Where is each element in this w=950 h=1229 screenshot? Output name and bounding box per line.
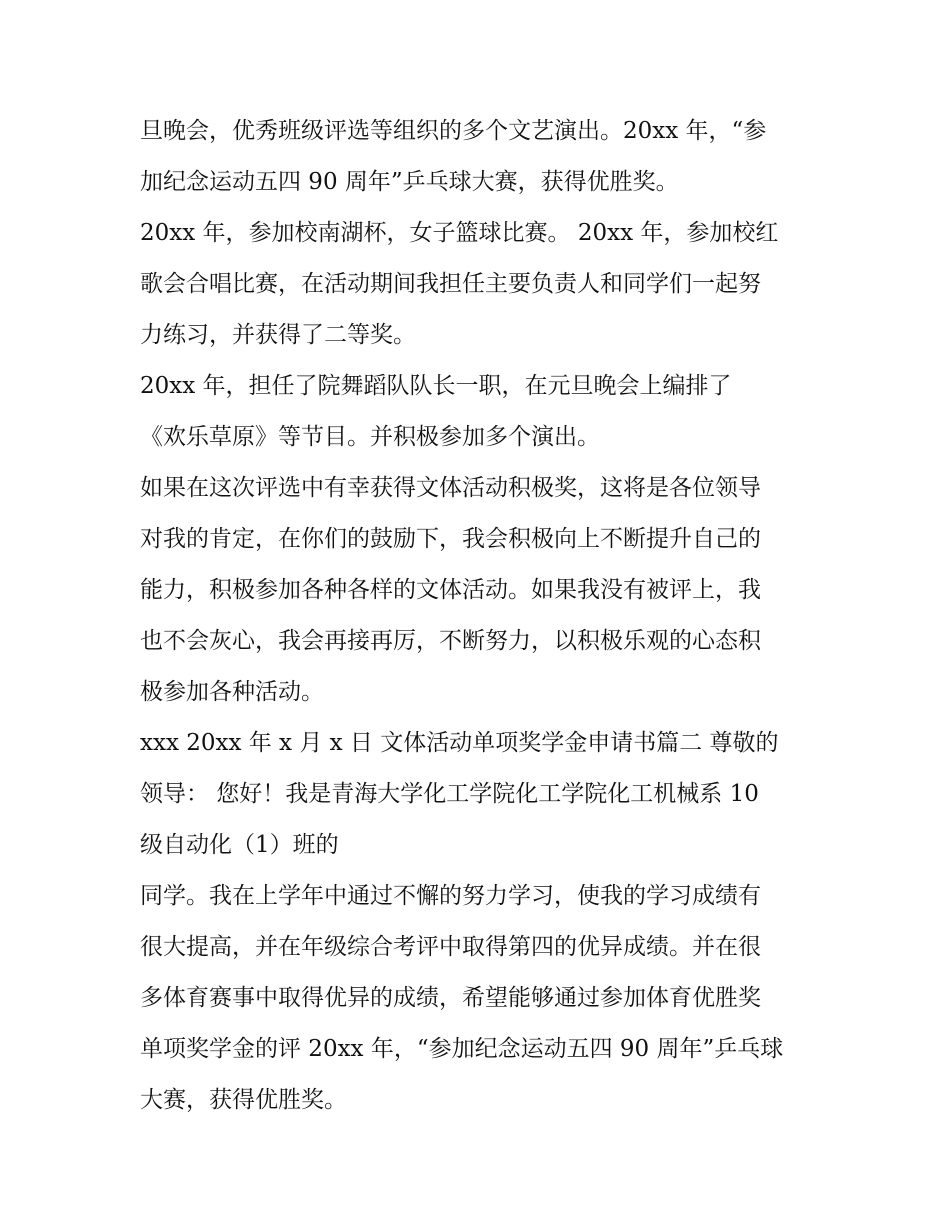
- text-line: 领导： 您好！我是青海大学化工学院化工学院化工机械系 10: [140, 781, 759, 807]
- text-line: 《欢乐草原》等节目。并积极参加多个演出。: [140, 424, 600, 450]
- text-line: 20xx 年，参加校南湖杯，女子篮球比赛。 20xx 年，参加校红: [140, 220, 779, 246]
- text-line: 能力，积极参加各种各样的文体活动。如果我没有被评上，我: [140, 577, 761, 603]
- text-line: 大赛，获得优胜奖。: [140, 1087, 347, 1113]
- text-line: 加纪念运动五四 90 周年”乒乓球大赛，获得优胜奖。: [140, 169, 679, 195]
- text-line: 20xx 年，担任了院舞蹈队队长一职，在元旦晚会上编排了: [140, 373, 732, 399]
- text-line: 对我的肯定，在你们的鼓励下，我会积极向上不断提升自己的: [140, 526, 761, 552]
- document-body: [140, 106, 830, 1126]
- text-line: 歌会合唱比赛，在活动期间我担任主要负责人和同学们一起努: [140, 271, 761, 297]
- text-line: 如果在这次评选中有幸获得文体活动积极奖，这将是各位领导: [140, 475, 761, 501]
- text-line: 旦晚会，优秀班级评选等组织的多个文艺演出。20xx 年，“参: [140, 118, 767, 144]
- text-line: 极参加各种活动。: [140, 679, 324, 705]
- text-line: xxx 20xx 年 x 月 x 日 文体活动单项奖学金申请书篇二 尊敬的: [140, 730, 779, 756]
- text-line: 同学。我在上学年中通过不懈的努力学习，使我的学习成绩有: [140, 883, 761, 909]
- text-line: 也不会灰心，我会再接再厉，不断努力，以积极乐观的心态积: [140, 628, 761, 654]
- text-line: 级自动化（1）班的: [140, 832, 339, 858]
- text-line: 单项奖学金的评 20xx 年，“参加纪念运动五四 90 周年”乒乓球: [140, 1036, 784, 1062]
- text-line: 很大提高，并在年级综合考评中取得第四的优异成绩。并在很: [140, 934, 761, 960]
- text-line: 力练习，并获得了二等奖。: [140, 322, 416, 348]
- text-line: 多体育赛事中取得优异的成绩，希望能够通过参加体育优胜奖: [140, 985, 761, 1011]
